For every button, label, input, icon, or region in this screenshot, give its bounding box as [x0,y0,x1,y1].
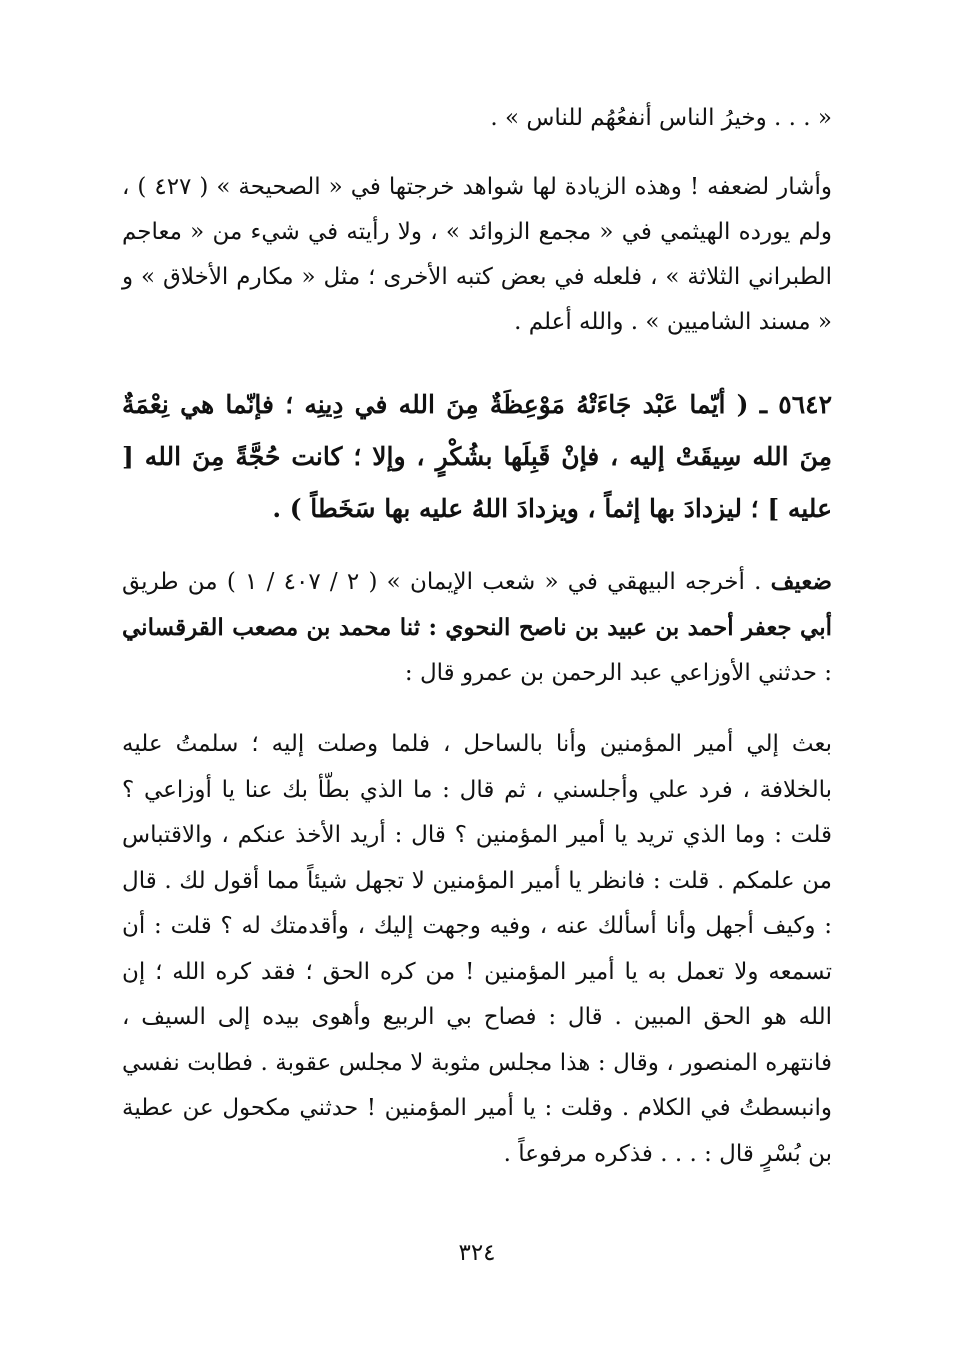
takhrij-source: . أخرجه البيهقي في « شعب الإيمان » ( ٢ / ٤٠٧ / ١ ) من طريق [122,569,771,595]
takhrij-paragraph [122,559,832,696]
grade-label: ضعيف [770,568,832,595]
takhrij-end: : حدثني الأوزاعي عبد الرحمن بن عمرو قال : [404,660,832,686]
hadith-text: ٥٦٤٢ ـ ( أيّما عَبْد جَاءَتْهُ مَوْعِظَةٌ مِنَ الله في دِينِه ؛ فإنّما هي نِعْمَةٌ مِنَ الله سِيقَتْ إليه ، فإنْ قَبِلَها بشُكْرٍ ، وإلا ؛ كانت حُجَّةً مِنَ الله [ عليه ] ؛ ليزدادَ بها إثماً ، ويزدادَ اللهُ عليه بها سَخَطاً ) . [122,390,832,523]
quoted-ending-line: « . . . وخيرُ الناس أنفعُهُم للناس » . [490,105,832,131]
page-number: ٣٢٤ [458,1240,496,1266]
author-note-paragraph: وأشار لضعفه ! وهذه الزيادة لها شواهد خرجتها في « الصحيحة » ( ٤٢٧ ) ، ولم يورده الهيثمي في « مجمع الزوائد » ، ولا رأيته في شيء من « معاجم الطبراني الثلاثة » ، فلعله في بعض كتبه الأخرى ؛ مثل « مكارم الأخلاق » و « مسند الشاميين » . والله أعلم . [122,174,832,335]
narration-paragraph: بعث إلي أمير المؤمنين وأنا بالساحل ، فلما وصلت إليه ؛ سلمتُ عليه بالخلافة ، فرد علي وأجلسني ، ثم قال : ما الذي بطّأ بك عنا يا أوزاعي ؟ قلت : وما الذي تريد يا أمير المؤمنين ؟ قال : أريد الأخذ عنكم ، والاقتباس من علمكم . قلت : فانظر يا أمير المؤمنين لا تجهل شيئاً مما أقول لك . قال : وكيف أجهل وأنا أسألك عنه ، وفيه وجهت إليك ، وأقدمتك له ؟ قلت : أن تسمعه ولا تعمل به يا أمير المؤمنين ! من كره الحق ؛ فقد كره الله ؛ إن الله هو الحق المبين . قال : فصاح بي الربيع وأهوى بيده إلى السيف ، فانتهره المنصور ، وقال : هذا مجلس مثوبة لا مجلس عقوبة . فطابت نفسي وانبسطتُ في الكلام . وقلت : يا أمير المؤمنين ! حدثني مكحول عن عطية بن بُسْرٍ قال : . . . فذكره مرفوعاً . [122,731,832,1167]
narrator-chain: أبي جعفر أحمد بن عبيد بن ناصح النحوي : ثنا محمد بن مصعب القرقساني [122,614,832,641]
